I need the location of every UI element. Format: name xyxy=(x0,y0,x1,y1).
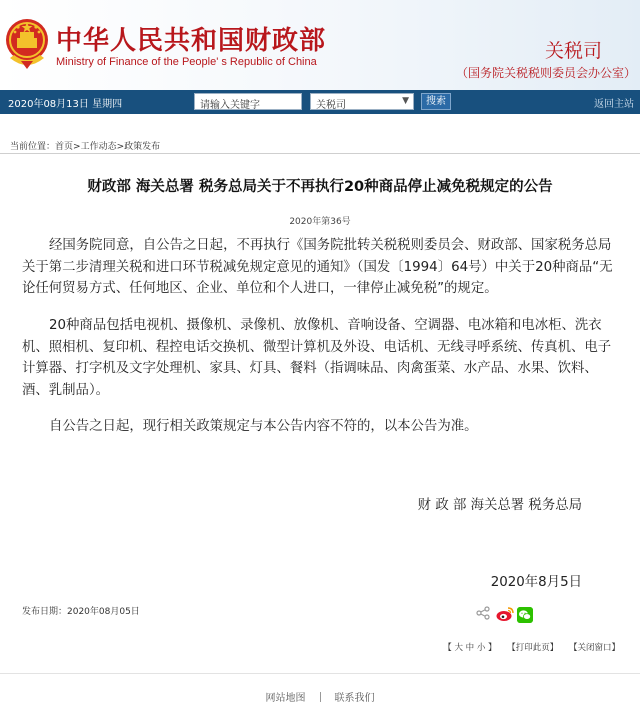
breadcrumb-label: 当前位置： xyxy=(10,142,56,152)
share-icon[interactable] xyxy=(476,606,490,620)
contact-link[interactable]: 联系我们 xyxy=(334,693,375,704)
site-footer xyxy=(0,689,640,704)
article-paragraph: 自公告之日起，现行相关政策规定与本公告内容不符的，以本公告为准。 xyxy=(49,419,478,434)
breadcrumb-item-work[interactable]: 工作动态 xyxy=(80,142,117,152)
chevron-down-icon: ▼ xyxy=(402,96,409,106)
article-title: 财政部 海关总署 税务总局关于不再执行20种商品停止减免税规定的公告 xyxy=(87,179,553,195)
national-emblem-icon xyxy=(4,14,50,72)
sitemap-link[interactable]: 网站地图 xyxy=(265,693,306,704)
scope-select[interactable] xyxy=(310,93,414,110)
close-window-button[interactable]: 【关闭窗口】 xyxy=(568,643,620,653)
article-paragraph: 经国务院同意，自公告之日起，不再执行《国务院批转关税税则委员会、财政部、国家税务总局关于第二步清理关税和进口环节税减免规定意见的通知》（国发〔1994〕64号）中关于20种商品“无论任何贸易方式、任何地区、企业、单位和个人进口，一律停止减免税”的规定。 xyxy=(22,238,613,296)
breadcrumb-item-policy[interactable]: 政策发布 xyxy=(124,142,161,152)
divider xyxy=(0,153,640,154)
signature-date: 2020年8月5日 xyxy=(490,575,582,590)
department-title: 关税司 xyxy=(544,40,602,62)
ministry-name-cn: 中华人民共和国财政部 xyxy=(56,26,327,56)
ministry-name-en: Ministry of Finance of the People' s Republic of China xyxy=(56,56,317,68)
document-number: 2020年第36号 xyxy=(289,217,351,227)
article-paragraph: 20种商品包括电视机、摄像机、录像机、放像机、音响设备、空调器、电冰箱和电冰柜、洗衣机、照相机、复印机、程控电话交换机、微型计算机及外设、电话机、无线寻呼系统、传真机、电子计算器、打字机及文字处理机、家具、灯具、餐料（指调味品、肉禽蛋菜、水产品、水果、饮料、酒、乳制品）。 xyxy=(22,318,612,398)
issuer-signature: 财 政 部 海关总署 税务总局 xyxy=(417,498,582,513)
search-button[interactable]: 搜索 xyxy=(421,93,451,110)
search-input[interactable]: 请输入关键字 xyxy=(194,93,302,110)
breadcrumb-separator: > xyxy=(116,142,125,152)
wechat-icon[interactable] xyxy=(517,607,533,623)
publish-date: 发布日期：2020年08月05日 xyxy=(22,607,140,617)
font-size-toggle[interactable]: 【 大 中 小 】 xyxy=(443,643,497,653)
current-date: 2020年08月13日 星期四 xyxy=(8,99,123,110)
footer-separator xyxy=(320,692,321,702)
scope-select-value: 关税司 xyxy=(316,100,346,111)
breadcrumb-item-home[interactable]: 首页 xyxy=(55,142,74,152)
divider xyxy=(0,673,640,674)
breadcrumb-separator: > xyxy=(73,142,81,152)
print-button[interactable]: 【打印此页】 xyxy=(507,643,559,653)
weibo-icon[interactable] xyxy=(496,606,514,622)
site-header xyxy=(0,0,640,90)
department-subtitle: （国务院关税税则委员会办公室） xyxy=(455,66,636,80)
nav-bar xyxy=(0,90,640,114)
breadcrumb xyxy=(10,139,160,152)
return-home-link[interactable]: 返回主站 xyxy=(594,99,634,110)
page-tools xyxy=(435,641,620,653)
